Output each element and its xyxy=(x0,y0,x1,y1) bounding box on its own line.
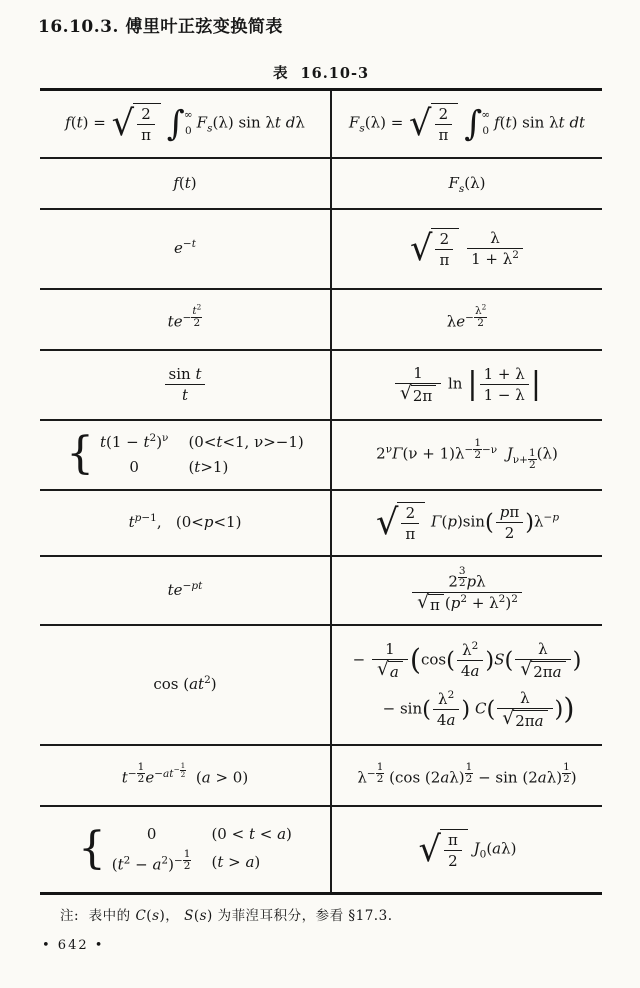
table-row xyxy=(40,806,602,894)
table-label: 表 16.10-3 xyxy=(272,65,370,82)
footnote: 注: 表中的 C(s)， S(s) 为菲湼耳积分，参看 §17.3. xyxy=(60,908,393,924)
f-cell: $te^{- \frac{t^2}{2}}$ xyxy=(40,289,331,350)
table-header-row xyxy=(40,90,602,158)
table-row xyxy=(40,289,602,350)
f-cell: $\frac{\text{sin t}}{t}$ xyxy=(40,350,331,420)
F-cell: 2 $^{\frac{3}{2}}$ pλ √ π $(p^2 + \lambda^2)^2$ xyxy=(331,556,602,625)
table-row xyxy=(40,350,602,420)
definition-cell-f: f(t) = √ $\frac{2}{\pi}$ ∫ ∞ 0 $F_s(\lambda)$ sin λt dλ xyxy=(40,90,331,158)
F-cell: √ $\frac{\pi}{2}$ $J_0(a\lambda)$ xyxy=(331,806,602,894)
F-cell: √ $\frac{2}{\pi}$ Γ(p)sin( $\frac{p\pi}{2}$ )$\lambda^{-p}$ xyxy=(331,490,602,556)
f-cell: $e^{-t}$ xyxy=(40,209,331,289)
F-cell: 1 √ 2π ln | $\frac{1 + \lambda}{1 - \lambda}$ | xyxy=(331,350,602,420)
page-number: • 642 • xyxy=(42,938,105,953)
f-cell: $te^{-pt}$ xyxy=(40,556,331,625)
table-row xyxy=(40,556,602,625)
f-cell: $\cos (at^2)$ xyxy=(40,625,331,745)
fourier-sine-transform-table xyxy=(40,88,602,895)
F-cell: − 1 √ a (cos( $\frac{\lambda^2}{4a}$ )S( λ √ 2πa ) − sin( $\frac{\lambda^2}{4a}$ ) C( λ √ 2πa )) xyxy=(331,625,602,745)
table-row xyxy=(40,625,602,745)
F-cell: $\lambda^{- \frac{1}{2}}$ (cos (2aλ) $^{\frac{1}{2}}$ − sin (2aλ) $^{\frac{1}{2}}$ ) xyxy=(331,745,602,806)
f-cell: { 0 (0 < t < a) $(t^2 - a^2)^{- \frac{1}{2}}$ (t > a) xyxy=(40,806,331,894)
table-row xyxy=(40,490,602,556)
F-cell: $F_s(\lambda)$ xyxy=(331,158,602,209)
f-cell: $t^{- \frac{1}{2}}$ $e^{-at^{- \frac{1}{2}}}$ (a > 0) xyxy=(40,745,331,806)
definition-cell-F: $F_s(\lambda)$ = √ $\frac{2}{\pi}$ ∫ ∞ 0 f(t) sin λt dt xyxy=(331,90,602,158)
table-row xyxy=(40,209,602,289)
F-cell: $\lambda e^{- \frac{\lambda^2}{2}}$ xyxy=(331,289,602,350)
F-cell: √ $\frac{2}{\pi}$ $\frac{\lambda}{1 + \lambda^2}$ xyxy=(331,209,602,289)
f-cell: f(t) xyxy=(40,158,331,209)
section-title: 16.10.3. 傅里叶正弦变换简表 xyxy=(38,17,283,37)
table-row xyxy=(40,745,602,806)
F-cell: $2^\nu\Gamma(\nu + 1)\lambda^{- \frac{1}{2} -\nu}$ $J_{\nu+ \frac{1}{2}}$ (λ) xyxy=(331,420,602,490)
table-row xyxy=(40,420,602,490)
f-cell: { $t(1 - t^2)^\nu$ (0<t<1, ν>−1) 0 (t>1) xyxy=(40,420,331,490)
table-row xyxy=(40,158,602,209)
f-cell: $t^{p-1}$, (0<p<1) xyxy=(40,490,331,556)
